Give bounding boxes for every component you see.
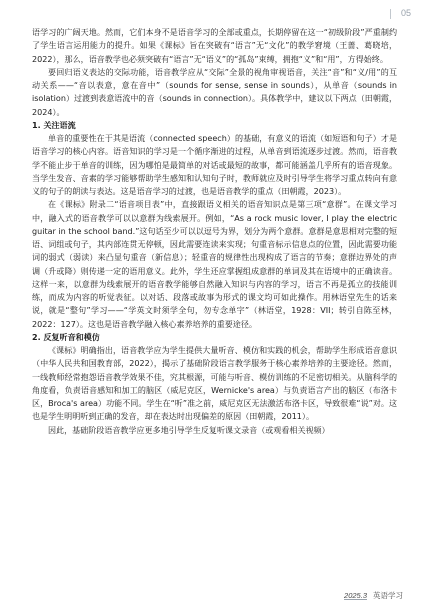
- body-paragraph: 在《课标》附录二“语音项目表”中，直接跟语义相关的语音知识点是第三项“意群”。在课文学习中，融入式的语音教学可以以意群为线索展开。例如，“As a rock music lover, I play the electric guitar in the school band.”这句话至少可以以逗号为界，划分为两个意群。意群是意思相对完整的短语、词组或句子，其内部连贯无停顿，因此需要连读来实现；句重音标示信息点的位置，因此需要功能词的弱式（弱读）来凸显句重音（新信息）；轻重音的规律性出现构成了语言的节奏；意群边界处的声调（升或降）则传递一定的语用意义。此外，学生还应掌握组成意群的单词及其在语境中的正确读音。这样一来，以意群为线索展开的语音教学能够自然融入知识与内容的学习，语言不再是孤立的技能训练，而成为内容的听觉表征。以对话、段落或故事为形式的课文均可如此操作。用林语堂先生的话来说，就是“整句”学习——“学英文时须学全句，勿专念单字”（林语堂，1928：VII；转引自陈至林，2022：127）。这也是语音教学融入核心素养培养的重要途径。: [32, 200, 397, 329]
- section-heading: 1. 关注语流: [32, 120, 76, 130]
- body-paragraph: 要回归语义表达的交际功能，语音教学应从“交际”全景的视角审视语音，关注“音”和“义/用”的互动关系——“音以表意，意在音中”（sounds for sense, sense in sounds），从单音（sounds in isolation）过渡到表意语流中的音（sounds in connection）。具体教学中，建议以下两点（田朝霞，2024）。: [32, 67, 397, 117]
- footer: [344, 590, 403, 601]
- page-number: 05: [400, 8, 411, 18]
- body-paragraph: 语学习的广阔天地。然而，它们本身不是语音学习的全部或重点，长期停留在这一“初级阶段”严重制约了学生语言运用能力的提升。如果《课标》旨在突破有“语言”无“文化”的教学窘境（王蔷、葛晓培，2022），那么，语音教学也必须突破有“语言”无“语义”的“孤岛”束缚，拥抱“义”和“用”，方得始终。: [32, 28, 397, 64]
- issue-label: 2025.3: [344, 591, 367, 600]
- header-separator: [390, 9, 391, 19]
- article-body: [32, 26, 397, 437]
- body-paragraph: 《课标》明确指出，语音教学应为学生提供大量听音、模仿和实践的机会，帮助学生形成语音意识（中华人民共和国教育部，2022），揭示了基础阶段语言教学服务于核心素养培养的主要途径。然而，一线教师经常抱怨语音教学效果不佳，究其根源，可能与听音、模仿训练的不足密切相关。从脑科学的角度看，负责语音感知和加工的脑区（威尼克区，Wernicke's area）与负责语言产出的脑区（布洛卡区，Broca's area）功能不同。学生在“听”准之前，威尼克区无法激活布洛卡区，导致很难“说”对。这也是学生明明听到正确的发音，却在表达时出现偏差的原因（田朝霞，2011）。: [32, 346, 397, 422]
- body-paragraph: 因此，基础阶段语音教学应更多地引导学生反复听课文录音（或观看相关视频）: [48, 425, 330, 435]
- section-heading: 2. 反复听音和模仿: [32, 332, 100, 342]
- journal-name: 英语学习: [373, 591, 403, 600]
- body-paragraph: 单音的重要性在于其是语流（connected speech）的基础，有意义的语流（如短语和句子）才是语音学习的核心内容。语音知识的学习是一个循序渐进的过程，从单音到语流逐步过渡。然而，语音教学不能止步于单音的训练，因为哪怕是最简单的对话或最短的故事，都可能涵盖几乎所有的语音现象。当学生发音、音素的学习能够帮助学生感知和认知句子时，教师就应及时引导学生将学习重点转向有意义的句子的朗读与表达。这是语音学习的过渡，也是语音教学的重点（田朝霞，2023）。: [32, 134, 397, 196]
